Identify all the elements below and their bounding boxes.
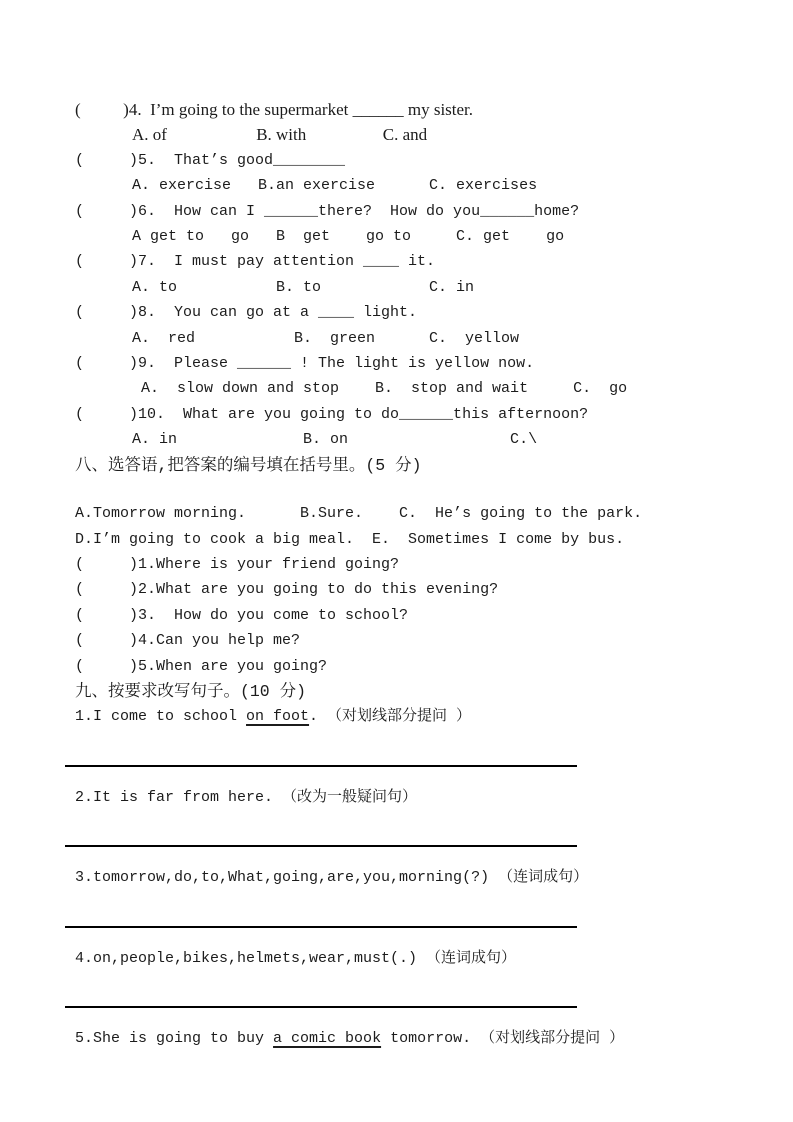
rewrite-sentence — [75, 704, 763, 729]
mc-options-line: A get to go B get go to C. get go — [132, 228, 565, 246]
underlined-phrase: a comic book — [273, 1029, 382, 1047]
section-9-title: 九、按要求改写句子。(10 分) — [75, 681, 307, 701]
mc-options-line: A. slow down and stop B. stop and wait C. go — [132, 380, 628, 398]
rewrite-text: . （对划线部分提问 ） — [309, 708, 472, 726]
matching-item: ( )5.When are you going? — [75, 657, 328, 675]
rewrite-sentence — [75, 946, 763, 971]
answer-blank-rule — [65, 845, 577, 847]
matching-item: ( )3. How do you come to school? — [75, 606, 409, 624]
rewrite-text: 2.It is far from here. （改为一般疑问句） — [75, 788, 418, 806]
mc-question-line: ( )10. What are you going to do______this afternoon? — [75, 405, 589, 423]
rewrite-text: 1.I come to school — [75, 708, 247, 726]
rewrite-sentence — [75, 1026, 763, 1051]
rewrite-text: 3.tomorrow,do,to,What,going,are,you,morning(?) （连词成句） — [75, 869, 589, 887]
rewrite-text: tomorrow. （对划线部分提问 ） — [381, 1029, 625, 1047]
mc-question-line: ( )9. Please ______ ! The light is yellow now. — [75, 355, 535, 373]
mc-question-line: ( )5. That’s good________ — [75, 151, 346, 169]
answer-bank-line: A.Tomorrow morning. B.Sure. C. He’s going to the park. — [75, 505, 643, 523]
mc-question-line: ( )7. I must pay attention ____ it. — [75, 253, 436, 271]
matching-item: ( )2.What are you going to do this evening? — [75, 581, 499, 599]
mc-question-line: ( )8. You can go at a ____ light. — [75, 304, 418, 322]
matching-item: ( )1.Where is your friend going? — [75, 555, 400, 573]
mc-question-line: ( )6. How can I ______there? How do you______home? — [75, 202, 580, 220]
underlined-phrase: on foot — [246, 708, 310, 726]
rewrite-text: 4.on,people,bikes,helmets,wear,must(.) （连词成句） — [75, 949, 517, 967]
section-8-title: 八、选答语,把答案的编号填在括号里。(5 分) — [75, 455, 422, 475]
answer-blank-rule — [65, 926, 577, 928]
mc-options-line: A. in B. on C.\ — [132, 431, 538, 449]
mc-options-line: A. exercise B.an exercise C. exercises — [132, 177, 538, 195]
rewrite-sentence — [75, 785, 763, 810]
mc-options-line: A. to B. to C. in — [132, 278, 475, 296]
rewrite-sentence — [75, 865, 763, 890]
matching-item: ( )4.Can you help me? — [75, 632, 301, 650]
mc-options-line: A. of B. with C. and — [132, 125, 428, 145]
answer-blank-rule — [65, 1006, 577, 1008]
mc-question-line: ( )4. I’m going to the supermarket ______ my sister. — [75, 100, 474, 119]
answer-bank-line: D.I’m going to cook a big meal. E. Sometimes I come by bus. — [75, 530, 625, 548]
rewrite-text: 5.She is going to buy — [75, 1029, 274, 1047]
answer-blank-rule — [65, 765, 577, 767]
mc-options-line: A. red B. green C. yellow — [132, 329, 520, 347]
